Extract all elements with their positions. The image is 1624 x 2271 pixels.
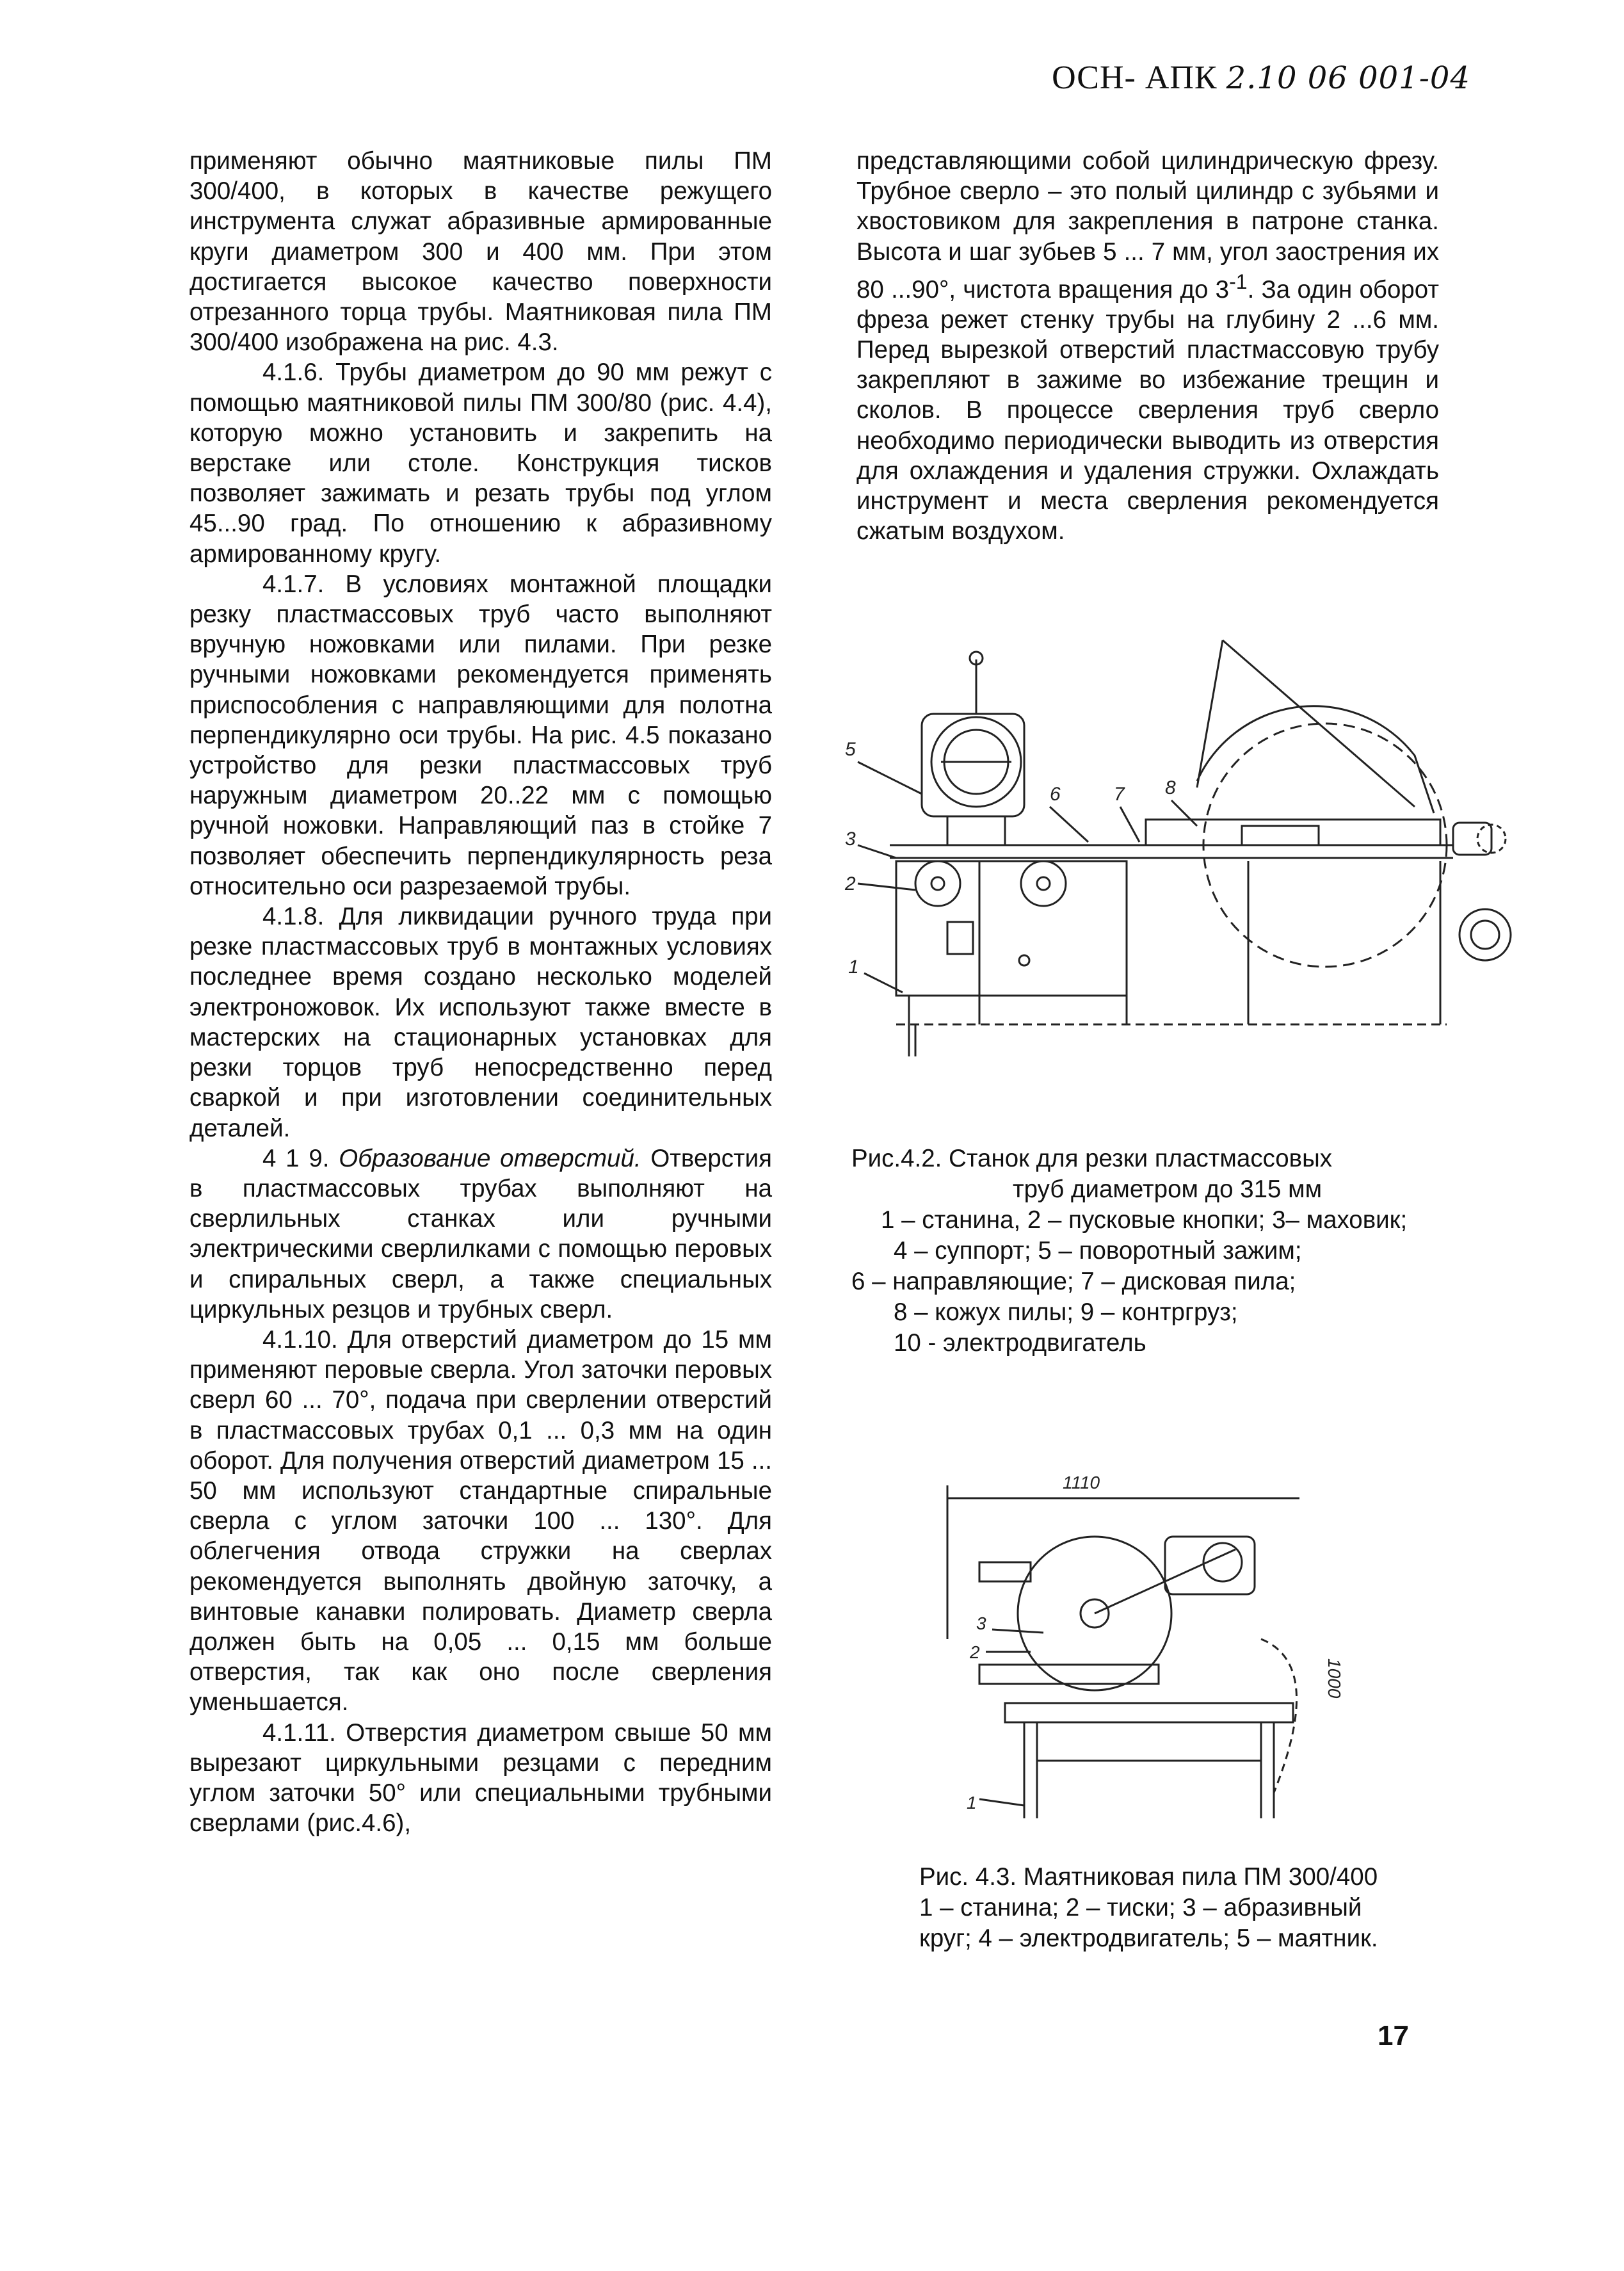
figure-label: 3	[845, 828, 856, 850]
figure-pipe-cutting-machine	[839, 615, 1517, 1063]
figure-pendulum-saw	[941, 1460, 1427, 1825]
caption-line: 4 – суппорт; 5 – поворотный зажим;	[894, 1237, 1302, 1265]
paragraph: 4.1.11. Отверстия диаметром свыше 50 мм вырезают циркульными резцами с передним углом заточки 50° или специальными трубными сверлами (рис.4.6),	[189, 1718, 772, 1838]
paragraph: 4.1.7. В условиях монтажной площадки резку пластмассовых труб часто выполняют вручную ножовками или пилами. При резке ручными ножовками рекомендуется применять приспособления с направляющими для полотна перпендикулярно оси трубы. На рис. 4.5 показано устройство для резки пластмассовых труб наружным диаметром 20..22 мм с помощью ручной ножовки. Направляющий паз в стойке 7 позволяет обеспечить перпендикулярность реза относительно оси разрезаемой трубы.	[189, 570, 772, 900]
paragraph: 4.1.10. Для отверстий диаметром до 15 мм применяют перовые сверла. Угол заточки перовых сверл 60 ... 70°, подача при сверлении отверстий в пластмассовых трубах 0,1 ... 0,3 мм на один оборот. Для получения отверстий диаметром 15 ... 50 мм используют стандартные спиральные сверла с углом заточки 100 ... 130°. Для облегчения отвода стружки на сверлах рекомендуется выполнять двойную заточку, а винтовые канавки полировать. Диаметр сверла должен быть на 0,05 ... 0,15 мм больше отверстия, так как оно после сверления уменьшается.	[189, 1325, 772, 1717]
section-text: Отверстия в пластмассовых трубах выполняют на сверлильных станках или ручными электрическими сверлилками с помощью перовых и спиральных сверл, а также специальных циркульных резцов и трубных сверл.	[189, 1144, 773, 1323]
figure-caption-4-3	[919, 1862, 1483, 1954]
document-header	[1052, 59, 1470, 97]
dimension-label: 1110	[1063, 1473, 1100, 1492]
header-prefix: ОСН- АПК	[1052, 60, 1218, 96]
caption-line: 1 – станина; 2 – тиски; 3 – абразивный	[919, 1894, 1362, 1921]
superscript: -1	[1229, 270, 1248, 293]
caption-line: Рис.4.2. Станок для резки пластмассовых	[851, 1145, 1333, 1172]
figure-label: 1	[967, 1793, 977, 1813]
figure-label: 2	[845, 873, 856, 894]
figure-label: 6	[1050, 784, 1061, 805]
header-code: 2.10 06 001-04	[1226, 60, 1470, 96]
figure-caption-4-2	[851, 1144, 1491, 1359]
figure-label: 1	[848, 957, 859, 978]
paragraph-section-heading	[189, 1144, 772, 1325]
caption-line: Рис. 4.3. Маятниковая пила ПМ 300/400	[919, 1863, 1378, 1891]
caption-line: 8 – кожух пилы; 9 – контргруз;	[894, 1298, 1238, 1326]
caption-line: 1 – станина, 2 – пусковые кнопки; 3– маховик;	[881, 1206, 1408, 1234]
section-number: 4 1 9.	[262, 1144, 330, 1172]
pendulum-saw-drawing	[941, 1460, 1427, 1825]
right-column	[856, 146, 1439, 546]
paragraph: 4.1.8. Для ликвидации ручного труда при резке пластмассовых труб в монтажных условиях последнее время создано несколько моделей электроножовок. Их используют также вместе в мастерских на стационарных установках для резки торцов труб непосредственно перед сваркой и при изготовлении соединительных деталей.	[189, 903, 772, 1142]
paragraph-text-tail: . За один оборот фреза режет стенку трубы на глубину 2 ...6 мм. Перед вырезкой отверстий пластмассовую трубу закрепляют в зажиме во избежание трещин и сколов. В процессе сверления труб сверло необходимо периодически выводить из отверстия для охлаждения и удаления стружки. Охлаждать инструмент и места сверления рекомендуется сжатым воздухом.	[856, 275, 1439, 546]
caption-line: труб диаметром до 315 мм	[1013, 1176, 1323, 1203]
figure-label: 3	[976, 1613, 986, 1633]
paragraph: 4.1.6. Трубы диаметром до 90 мм режут с помощью маятниковой пилы ПМ 300/80 (рис. 4.4), которую можно установить и закрепить на верстаке или столе. Конструкция тисков позволяет зажимать и резать трубы под углом 45...90 град. По отношению к абразивному армированному кругу.	[189, 359, 772, 568]
page-number: 17	[1378, 2020, 1409, 2051]
figure-label: 8	[1165, 777, 1176, 798]
caption-line: 6 – направляющие; 7 – дисковая пила;	[851, 1268, 1296, 1295]
figure-label: 7	[1114, 784, 1125, 805]
left-column	[189, 146, 772, 1838]
figure-label: 2	[970, 1642, 980, 1662]
figure-label: 5	[845, 739, 856, 760]
paragraph: применяют обычно маятниковые пилы ПМ 300/400, в которых в качестве режущего инструмента служат абразивные армированные круги диаметром 300 и 400 мм. При этом достигается высокое качество поверхности отрезанного торца трубы. Маятниковая пила ПМ 300/400 изображена на рис. 4.3.	[189, 147, 772, 357]
section-title: Образование отверстий.	[339, 1144, 641, 1172]
caption-line: 10 - электродвигатель	[894, 1329, 1146, 1357]
machine-drawing	[839, 615, 1517, 1063]
paragraph-text: представляющими собой цилиндрическую фрезу. Трубное сверло – это полый цилиндр с зубьями и хвостовиком для закрепления в патроне станка. Высота и шаг зубьев 5 ... 7 мм, угол заострения их 80 ...90°, чистота вращения до 3	[856, 147, 1439, 303]
paragraph	[856, 146, 1439, 546]
caption-line: круг; 4 – электродвигатель; 5 – маятник.	[919, 1925, 1378, 1952]
dimension-label: 1000	[1324, 1658, 1344, 1699]
